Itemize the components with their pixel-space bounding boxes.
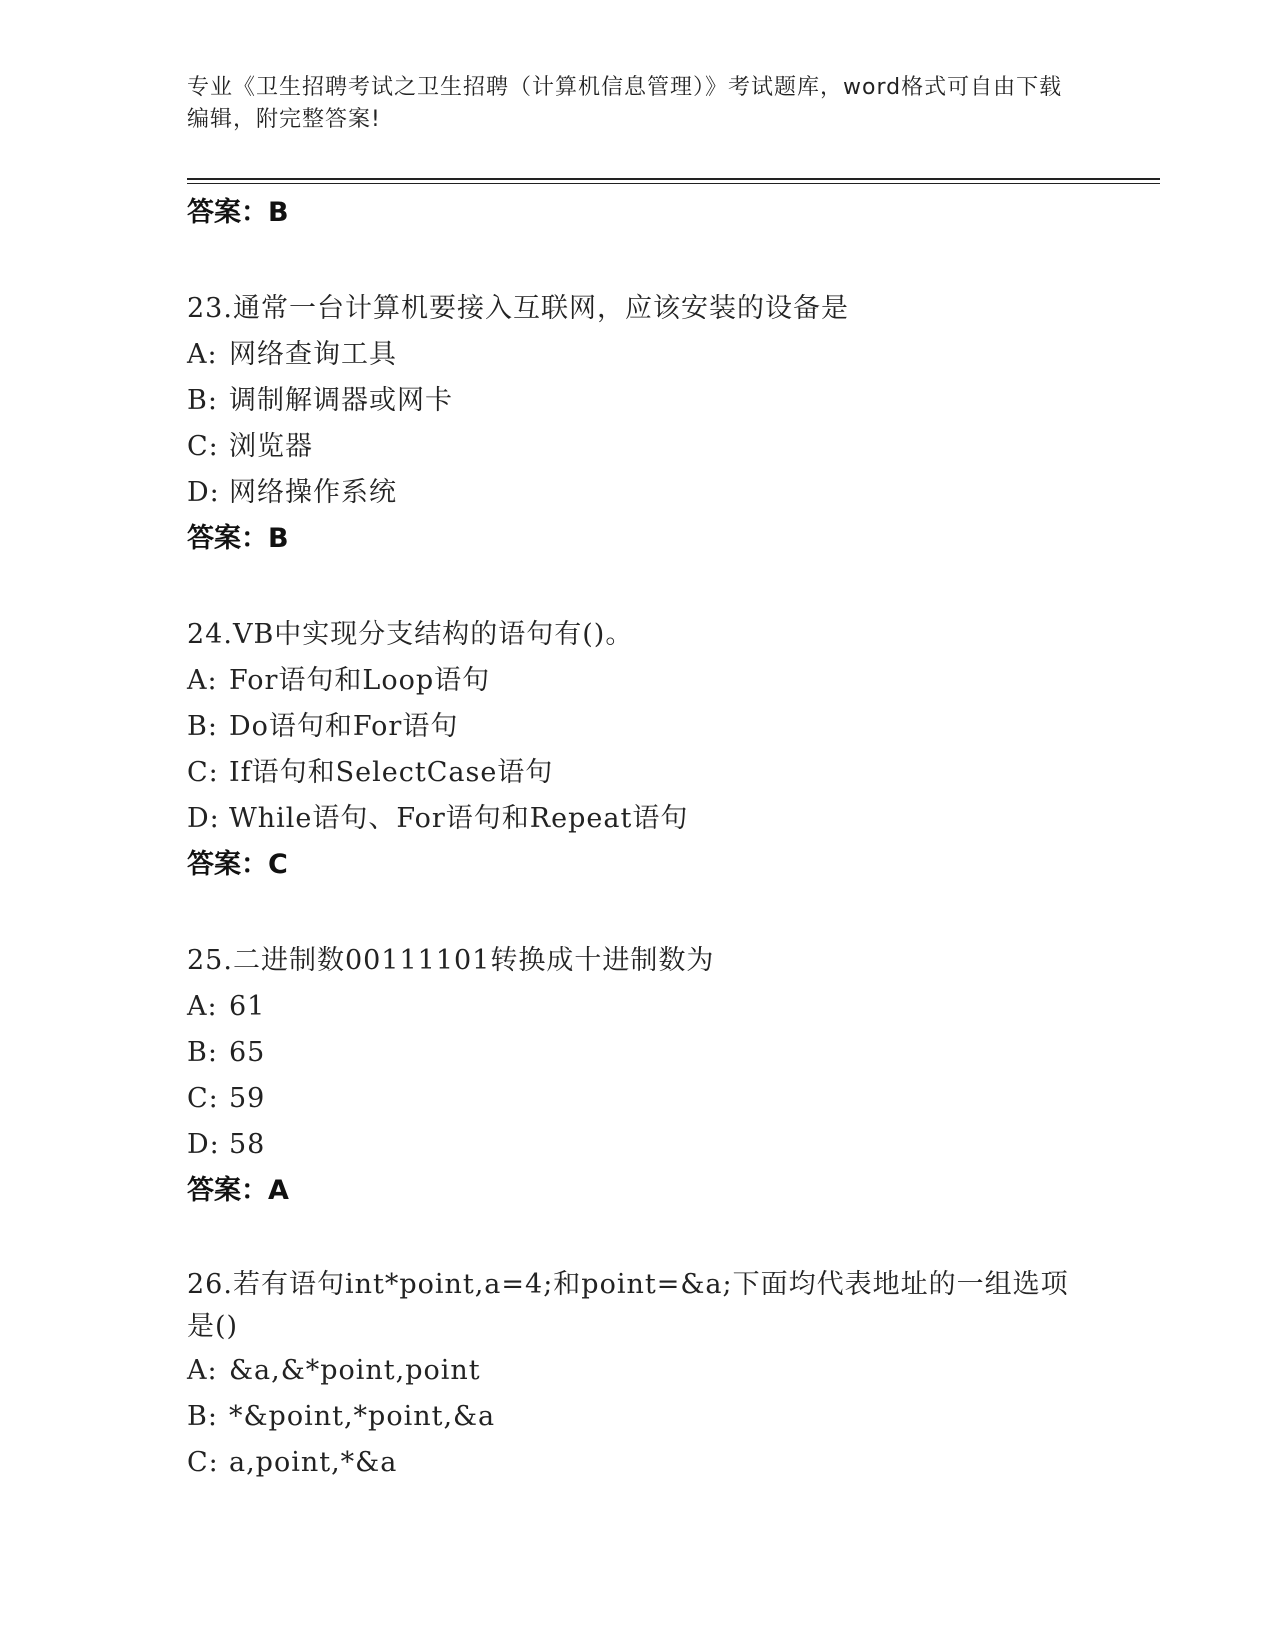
option-key: A:	[187, 1355, 218, 1386]
option-key: B:	[187, 1401, 218, 1432]
option-a	[187, 984, 1087, 1030]
option-text: For语句和Loop语句	[229, 665, 491, 696]
question-23	[187, 286, 1087, 562]
option-key: D:	[187, 1129, 220, 1160]
question-25	[187, 938, 1087, 1214]
option-text: 浏览器	[229, 431, 313, 462]
option-text: *&point,*point,&a	[229, 1401, 496, 1432]
question-title: 25.二进制数00111101转换成十进制数为	[187, 945, 715, 976]
question-24	[187, 612, 1087, 888]
option-key: D:	[187, 477, 220, 508]
option-key: C:	[187, 431, 219, 462]
document-header: 专业《卫生招聘考试之卫生招聘（计算机信息管理）》考试题库，word格式可自由下载编辑，附完整答案!	[187, 75, 1063, 132]
option-d	[187, 796, 1087, 842]
option-text: Do语句和For语句	[229, 711, 459, 742]
option-text: 调制解调器或网卡	[229, 385, 453, 416]
option-key: C:	[187, 1083, 219, 1114]
option-key: A:	[187, 339, 218, 370]
question-26	[187, 1264, 1087, 1486]
option-text: a,point,*&a	[229, 1447, 398, 1478]
option-text: 网络查询工具	[229, 339, 397, 370]
question-list	[187, 190, 1087, 1536]
option-text: 网络操作系统	[229, 477, 397, 508]
option-text: 61	[229, 991, 266, 1022]
option-c	[187, 424, 1087, 470]
option-key: C:	[187, 757, 219, 788]
option-c	[187, 1076, 1087, 1122]
option-text: 59	[229, 1083, 266, 1114]
option-d	[187, 470, 1087, 516]
option-text: 58	[229, 1129, 266, 1160]
option-c	[187, 750, 1087, 796]
question-title: 26.若有语句int*point,a=4;和point=&a;下面均代表地址的一组选项是()	[187, 1269, 1069, 1342]
answer-line: 答案：A	[187, 1175, 289, 1206]
question-title: 24.VB中实现分支结构的语句有()。	[187, 619, 634, 650]
option-text: &a,&*point,point	[229, 1355, 481, 1386]
option-key: D:	[187, 803, 220, 834]
question-title: 23.通常一台计算机要接入互联网，应该安装的设备是	[187, 293, 849, 324]
option-key: B:	[187, 385, 218, 416]
answer-line: 答案：B	[187, 523, 289, 554]
option-a	[187, 1348, 1087, 1394]
option-a	[187, 658, 1087, 704]
header-divider	[187, 178, 1160, 180]
option-d	[187, 1122, 1087, 1168]
option-a	[187, 332, 1087, 378]
option-key: B:	[187, 1037, 218, 1068]
option-key: C:	[187, 1447, 219, 1478]
option-text: If语句和SelectCase语句	[229, 757, 554, 788]
option-b	[187, 704, 1087, 750]
option-b	[187, 378, 1087, 424]
option-b	[187, 1030, 1087, 1076]
option-c	[187, 1440, 1087, 1486]
answer-line: 答案：B	[187, 197, 289, 228]
header-divider-thin	[187, 183, 1160, 184]
option-key: A:	[187, 991, 218, 1022]
option-key: A:	[187, 665, 218, 696]
option-text: 65	[229, 1037, 266, 1068]
option-b	[187, 1394, 1087, 1440]
answer-line: 答案：C	[187, 849, 288, 880]
option-text: While语句、For语句和Repeat语句	[229, 803, 689, 834]
option-key: B:	[187, 711, 218, 742]
